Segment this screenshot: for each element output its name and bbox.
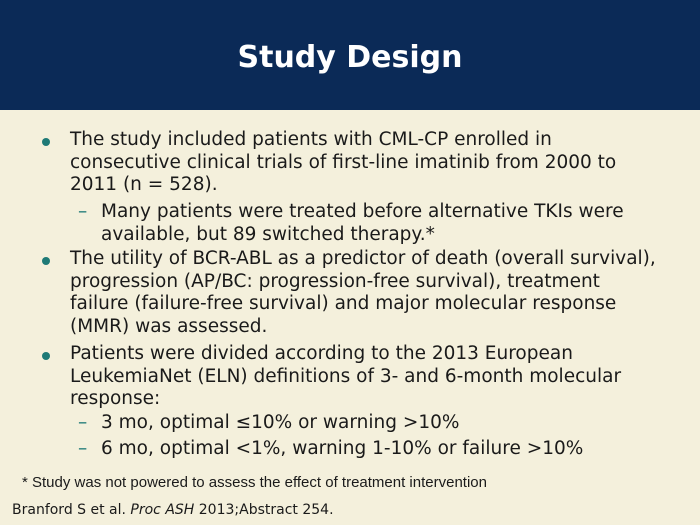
citation-journal: Proc ASH — [130, 502, 195, 518]
sub-bullet-text: 3 mo, optimal ≤10% or warning >10% — [101, 412, 460, 433]
sub-bullet-item — [78, 438, 658, 461]
bullet-item — [42, 129, 662, 197]
sub-bullet-item — [78, 201, 658, 246]
citation-rest: 2013;Abstract 254. — [194, 502, 334, 518]
bullet-item — [42, 343, 662, 411]
citation — [12, 502, 334, 518]
sub-bullet-text: Many patients were treated before alternative TKIs were available, but 89 switched therapy.* — [101, 201, 624, 245]
bullet-dot-icon — [42, 138, 50, 146]
bullet-text: Patients were divided according to the 2013 European LeukemiaNet (ELN) definitions of 3- and 6-month molecular response: — [70, 343, 622, 409]
bullet-item — [42, 248, 662, 338]
footnote: * Study was not powered to assess the effect of treatment intervention — [22, 474, 487, 491]
bullet-text: The utility of BCR-ABL as a predictor of death (overall survival), progression (AP/BC: progression-free survival), treatment failure (failure-free survival) and major molecular response (MMR) was assessed. — [70, 248, 656, 337]
sub-bullet-text: 6 mo, optimal <1%, warning 1-10% or failure >10% — [101, 438, 584, 459]
bullet-text: The study included patients with CML-CP enrolled in consecutive clinical trials of first-line imatinib from 2000 to 2011 (n = 528). — [70, 129, 617, 195]
dash-icon: – — [78, 438, 88, 459]
bullet-dot-icon — [42, 257, 50, 265]
title-bar — [0, 0, 700, 110]
slide-title: Study Design — [237, 39, 463, 75]
dash-icon: – — [78, 201, 88, 222]
sub-bullet-item — [78, 412, 658, 435]
dash-icon: – — [78, 412, 88, 433]
bullet-dot-icon — [42, 352, 50, 360]
citation-authors: Branford S et al. — [12, 502, 131, 518]
